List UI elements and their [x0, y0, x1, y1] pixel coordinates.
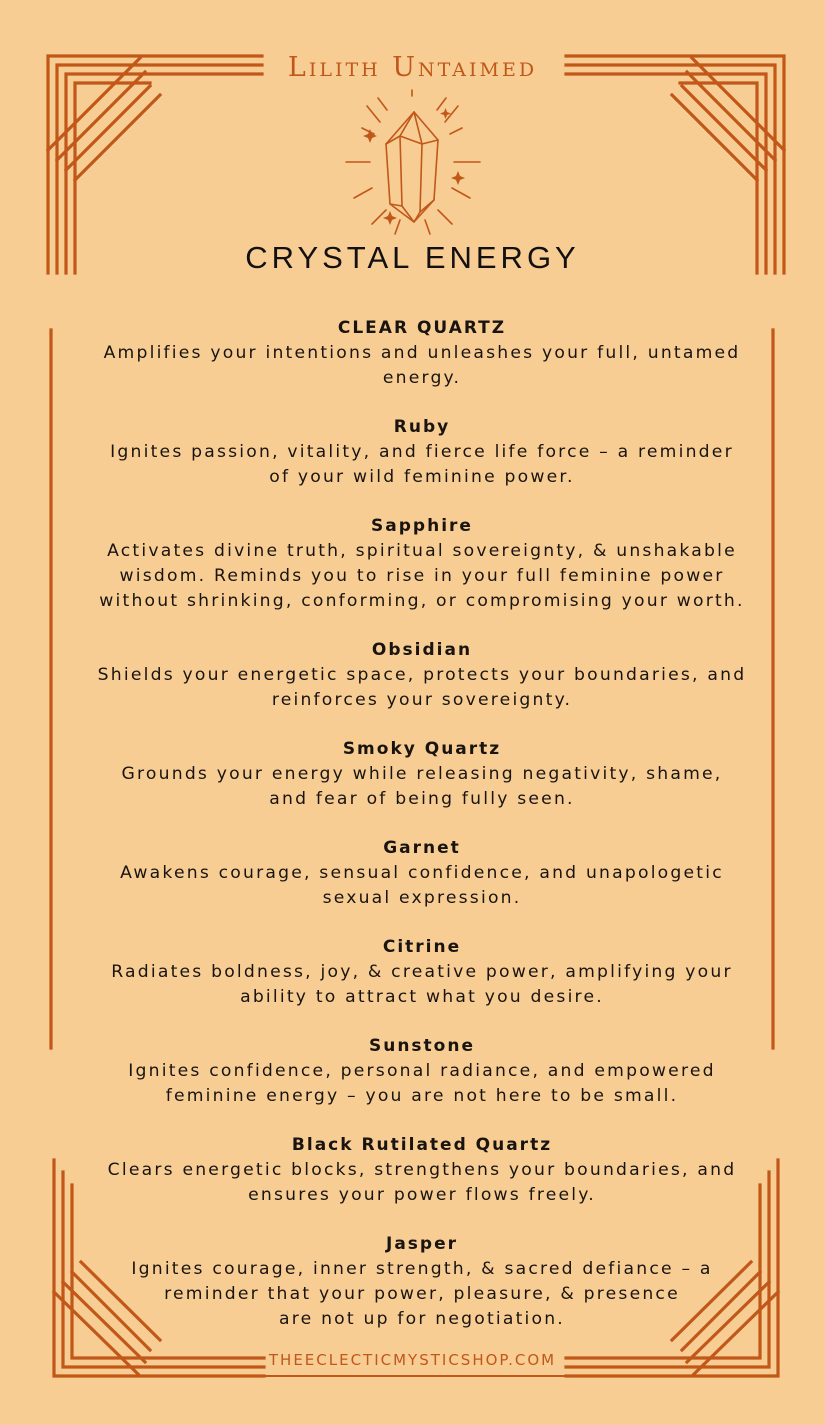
page-title: CRYSTAL ENERGY [245, 240, 580, 275]
crystal-description-line: Amplifies your intentions and unleashes your full, untamed [103, 343, 741, 363]
crystal-name: Obsidian [371, 640, 473, 660]
footer-website-link[interactable]: THEECLECTICMYSTICSHOP.COM [268, 1351, 557, 1369]
crystal-name: Citrine [382, 937, 462, 957]
crystal-entry [82, 935, 762, 1010]
crystal-name: Smoky Quartz [342, 739, 502, 759]
crystal-description-line: without shrinking, conforming, or compromising your worth. [99, 591, 745, 611]
brand-name: Lilith Untaimed [287, 52, 538, 83]
crystal-description-line: are not up for negotiation. [279, 1309, 565, 1329]
crystal-description-line: ensures your power flows freely. [248, 1185, 596, 1205]
crystal-description-line: Ignites passion, vitality, and fierce life force – a reminder [110, 442, 734, 462]
crystal-list [82, 316, 762, 1356]
crystal-entry [82, 514, 762, 614]
crystal-name: CLEAR QUARTZ [337, 318, 507, 338]
crystal-description-line: ability to attract what you desire. [240, 987, 604, 1007]
crystal-description-line: Grounds your energy while releasing negativity, shame, [121, 764, 723, 784]
crystal-description-line: Clears energetic blocks, strengthens your boundaries, and [107, 1160, 737, 1180]
crystal-description-line: feminine energy – you are not here to be small. [165, 1086, 679, 1106]
crystal-entry [82, 316, 762, 391]
crystal-name: Sapphire [371, 516, 473, 536]
crystal-icon [340, 88, 485, 238]
crystal-description-line: and fear of being fully seen. [269, 789, 575, 809]
crystal-name: Garnet [383, 838, 461, 858]
crystal-name: Sunstone [368, 1036, 475, 1056]
crystal-entry [82, 415, 762, 490]
crystal-name: Jasper [386, 1234, 458, 1254]
crystal-description-line: reminder that your power, pleasure, & presence [164, 1284, 680, 1304]
crystal-entry [82, 1232, 762, 1332]
crystal-description-line: sexual expression. [322, 888, 522, 908]
crystal-entry [82, 836, 762, 911]
crystal-description-line: Radiates boldness, joy, & creative power, amplifying your [111, 962, 733, 982]
crystal-entry [82, 737, 762, 812]
crystal-entry [82, 638, 762, 713]
crystal-description-line: wisdom. Reminds you to rise in your full feminine power [119, 566, 725, 586]
crystal-description-line: reinforces your sovereignty. [271, 690, 573, 710]
crystal-description-line: Activates divine truth, spiritual sovereignty, & unshakable [107, 541, 737, 561]
crystal-entry [82, 1034, 762, 1109]
crystal-description-line: Shields your energetic space, protects your boundaries, and [97, 665, 747, 685]
crystal-entry [82, 1133, 762, 1208]
crystal-description-line: of your wild feminine power. [269, 467, 575, 487]
crystal-name: Black Rutilated Quartz [291, 1135, 553, 1155]
crystal-description-line: Awakens courage, sensual confidence, and unapologetic [120, 863, 724, 883]
crystal-description-line: Ignites courage, inner strength, & sacred defiance – a [131, 1259, 713, 1279]
crystal-name: Ruby [393, 417, 451, 437]
crystal-description-line: Ignites confidence, personal radiance, and empowered [128, 1061, 716, 1081]
crystal-description-line: energy. [382, 368, 462, 388]
